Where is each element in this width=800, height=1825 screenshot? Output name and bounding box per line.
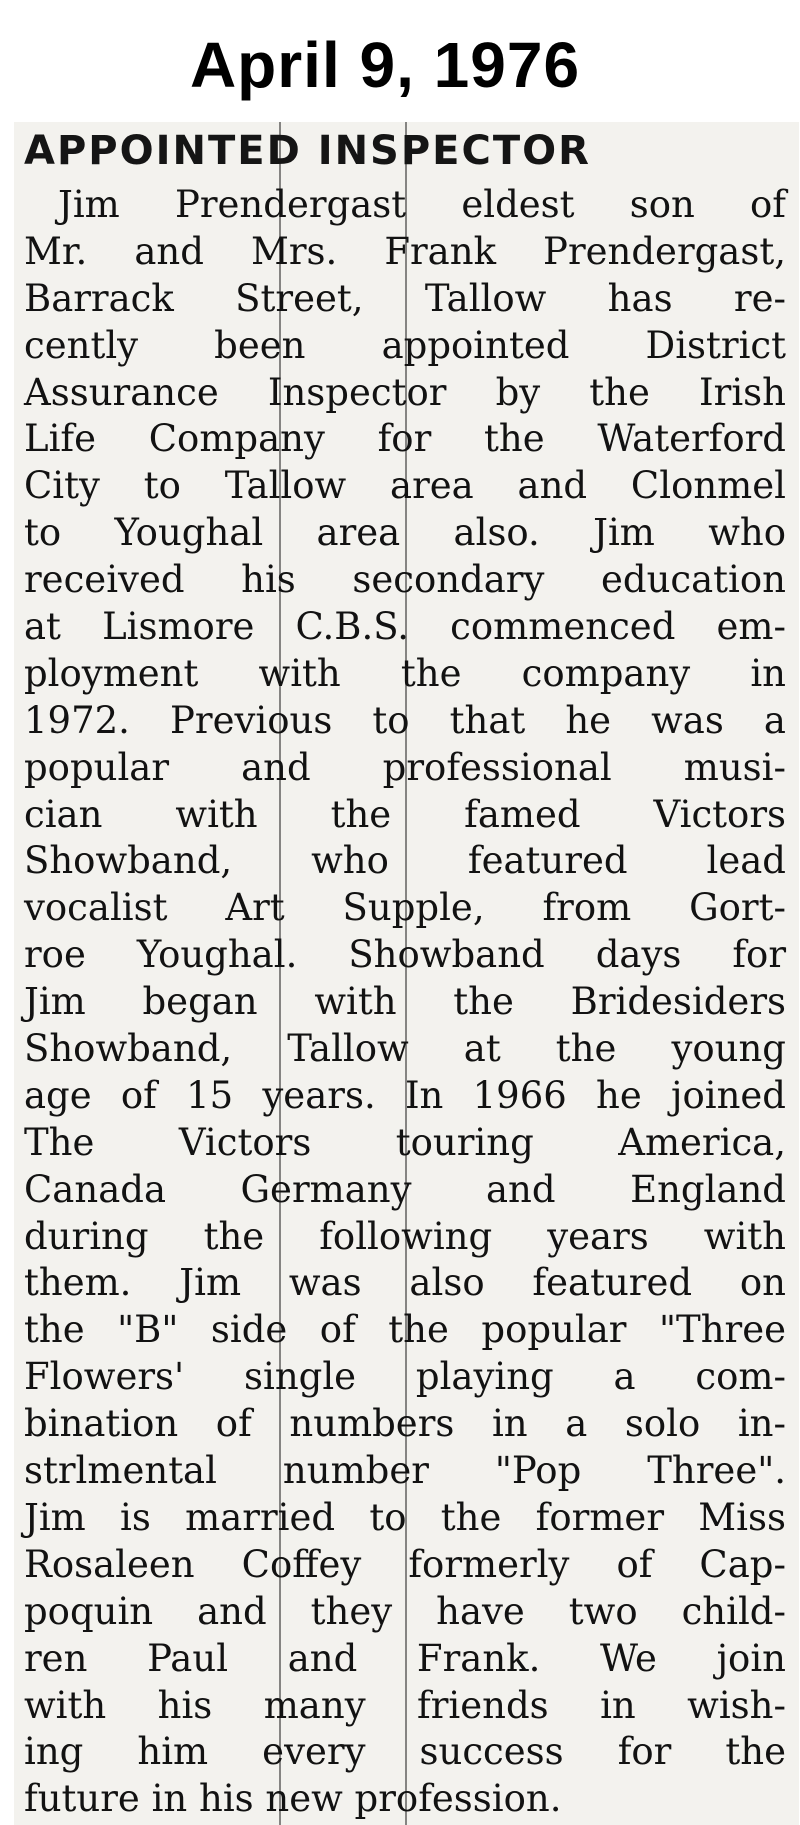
article-line: Assurance Inspector by the Irish: [24, 370, 786, 414]
article-line: cian with the famed Victors: [24, 792, 786, 836]
article-line: 1972. Previous to that he was a: [24, 698, 786, 742]
article-line: Canada Germany and England: [24, 1167, 786, 1211]
article-line: the "B" side of the popular "Three: [24, 1308, 786, 1352]
article-line: future in his new profession.: [24, 1777, 562, 1821]
article-line: during the following years with: [24, 1214, 786, 1258]
article-line: Jim began with the Bridesiders: [24, 980, 786, 1024]
article-line: Life Company for the Waterford: [24, 417, 786, 461]
article-line: received his secondary education: [24, 558, 786, 602]
article-line: Barrack Street, Tallow has re-: [24, 276, 786, 320]
article-line: strlmental number "Pop Three".: [24, 1449, 786, 1493]
article-line: Mr. and Mrs. Frank Prendergast,: [24, 229, 786, 273]
article-line: Showband, Tallow at the young: [24, 1027, 786, 1071]
article-line: ren Paul and Frank. We join: [24, 1636, 786, 1680]
article-line: them. Jim was also featured on: [24, 1261, 786, 1305]
article-line: bination of numbers in a solo in-: [24, 1402, 786, 1446]
article-line: Jim is married to the former Miss: [24, 1495, 786, 1539]
article-line: roe Youghal. Showband days for: [24, 933, 786, 977]
article-line: Flowers' single playing a com-: [24, 1355, 786, 1399]
article-line: Rosaleen Coffey formerly of Cap-: [24, 1542, 786, 1586]
article-headline: APPOINTED INSPECTOR: [24, 128, 591, 174]
article-line: ing him every success for the: [24, 1730, 786, 1774]
article-line: Jim Prendergast eldest son of: [58, 183, 786, 226]
article-body: [24, 182, 786, 1823]
article-line: The Victors touring America,: [24, 1120, 786, 1164]
article-line: with his many friends in wish-: [24, 1683, 786, 1727]
article-line: age of 15 years. In 1966 he joined: [24, 1073, 786, 1117]
article-line: poquin and they have two child-: [24, 1589, 786, 1633]
newspaper-clipping: [14, 122, 799, 1825]
article-line: cently been appointed District: [24, 323, 786, 367]
article-line: City to Tallow area and Clonmel: [24, 464, 786, 508]
article-line: vocalist Art Supple, from Gort-: [24, 886, 786, 930]
article-line: to Youghal area also. Jim who: [24, 511, 786, 555]
page-date-heading: April 9, 1976: [189, 29, 581, 101]
article-line: Showband, who featured lead: [24, 839, 786, 883]
article-line: ployment with the company in: [24, 651, 786, 695]
article-line: at Lismore C.B.S. commenced em-: [24, 605, 786, 649]
article-line: popular and professional musi-: [24, 745, 786, 789]
